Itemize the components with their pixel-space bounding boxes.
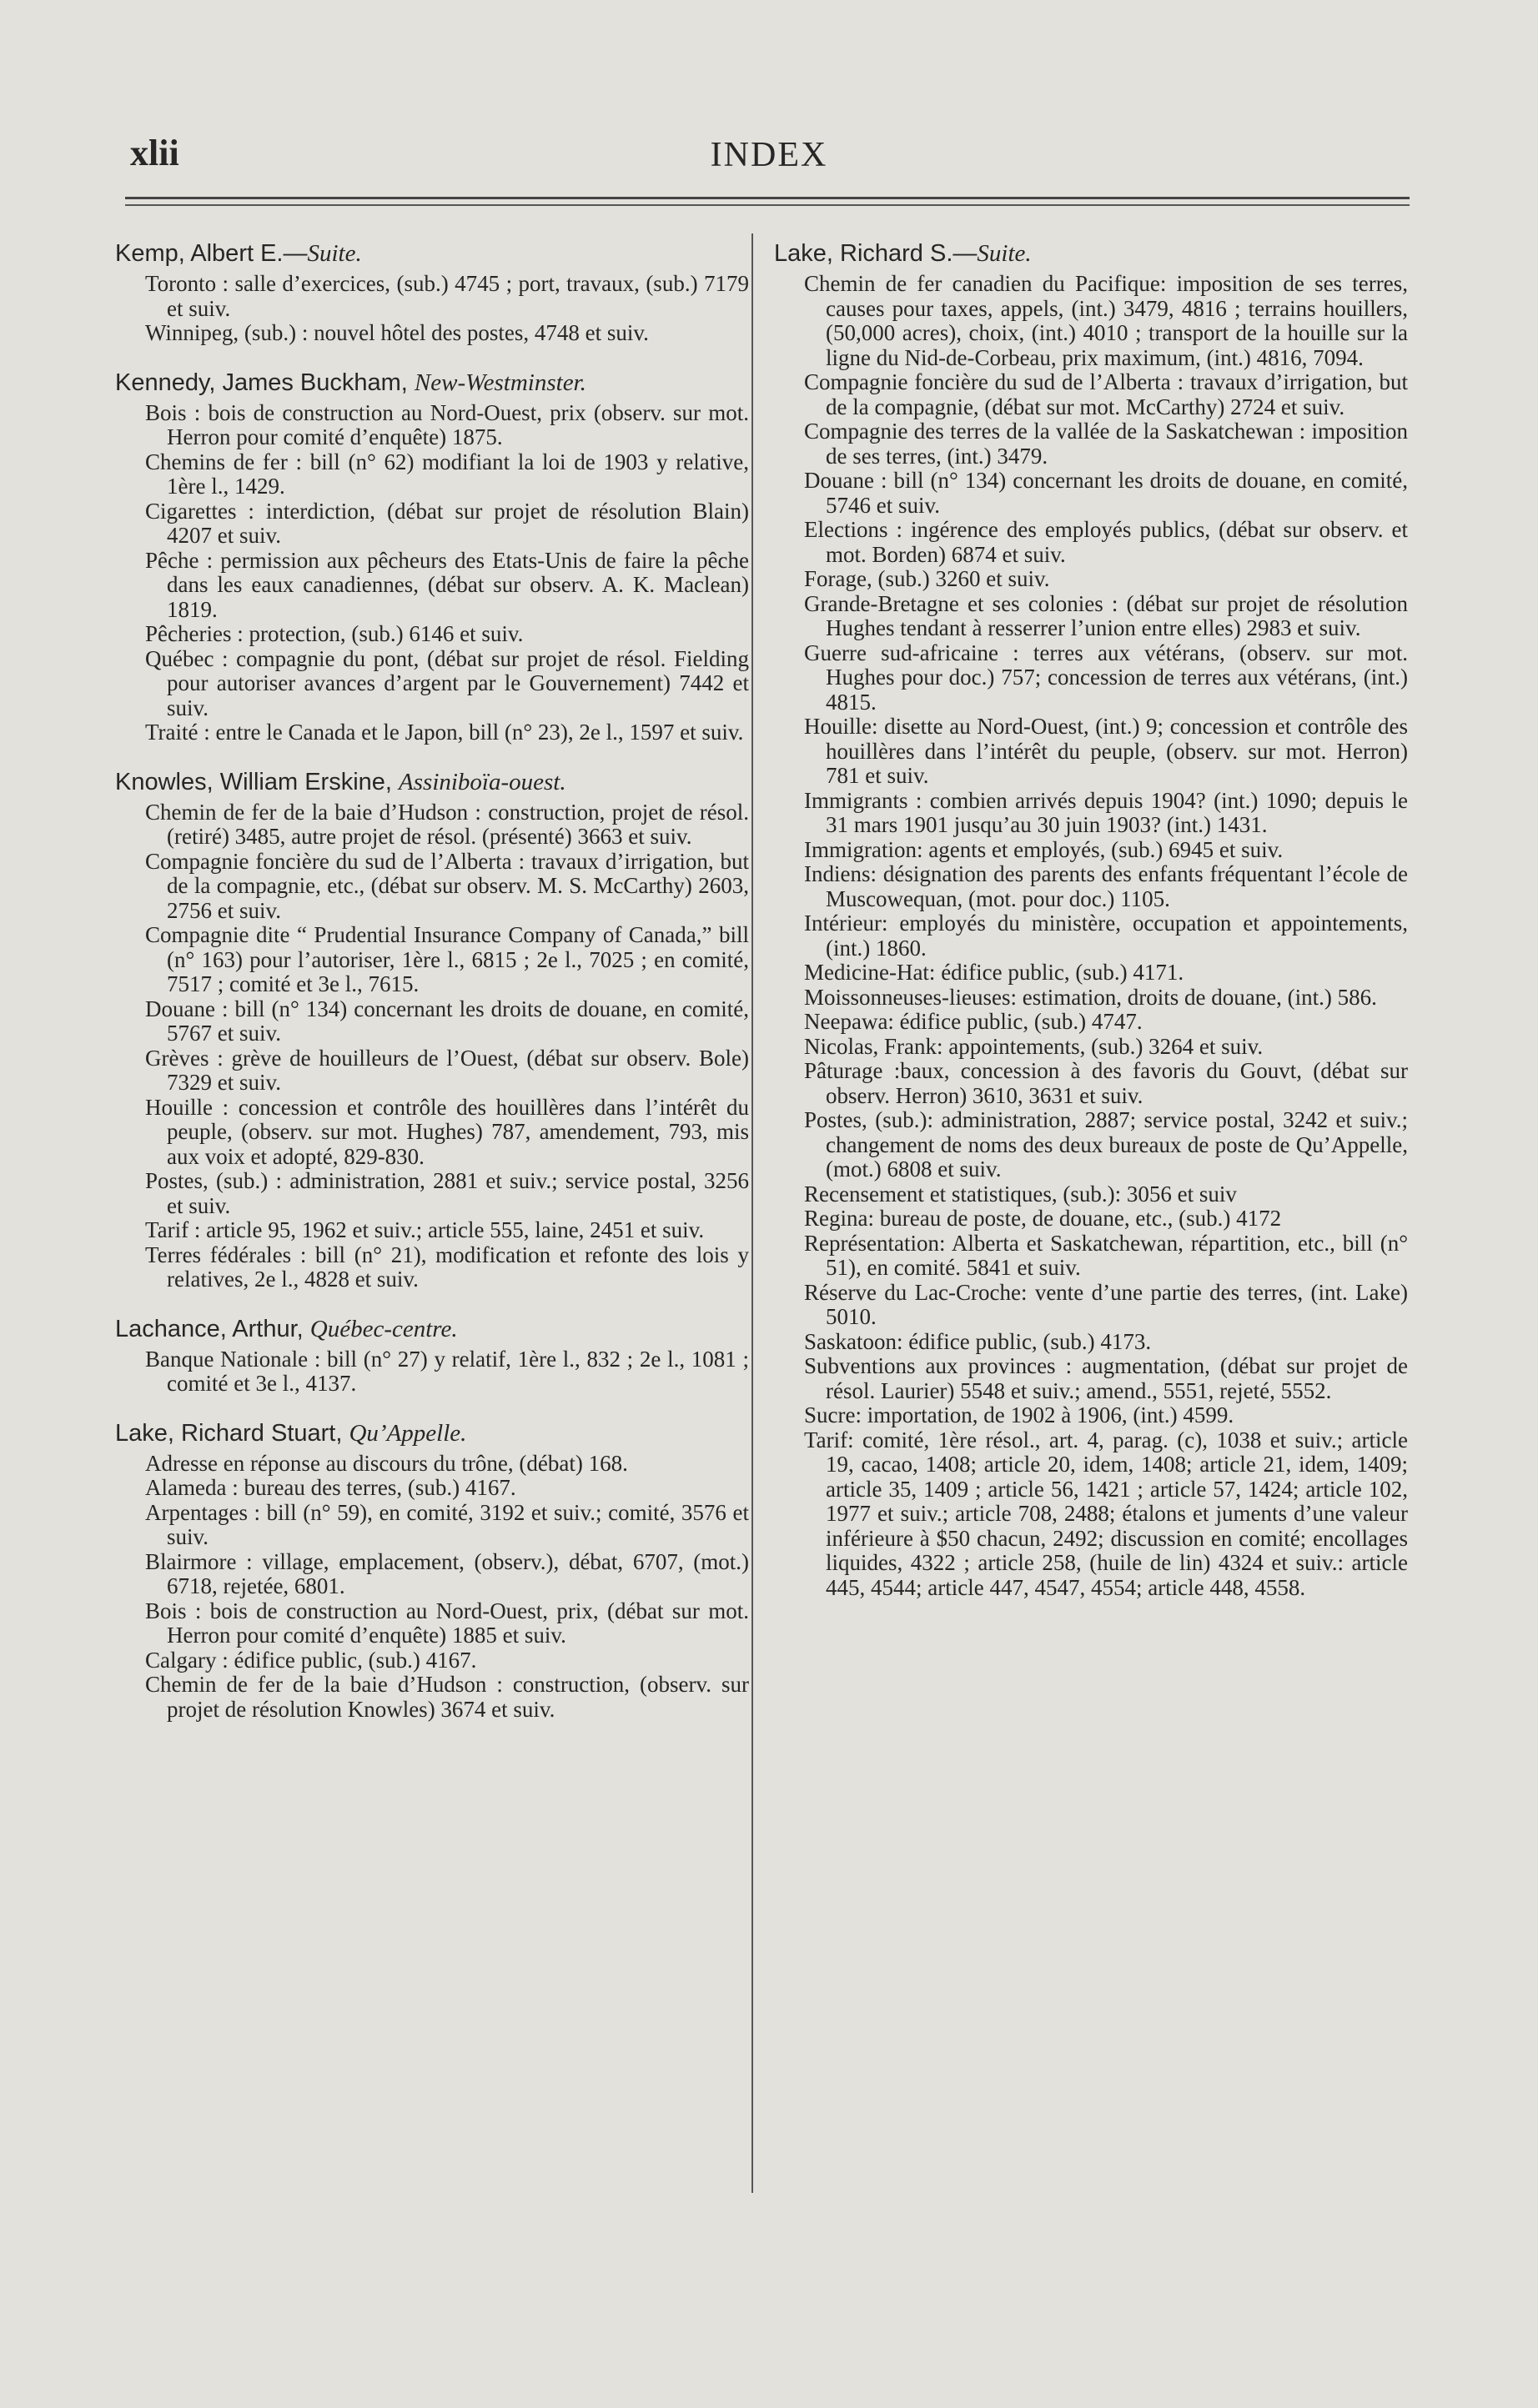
index-entry: Pâturage :baux, concession à des favoris du Gouvt, (débat sur observ. Herron) 3610, 3631 et suiv.: [804, 1058, 1408, 1108]
entry-list: [115, 401, 749, 745]
index-heading: [115, 1418, 749, 1448]
entry-list: [115, 1347, 749, 1397]
index-entry: Douane : bill (n° 134) concernant les droits de douane, en comité, 5767 et suiv.: [145, 996, 749, 1046]
index-entry: Sucre: importation, de 1902 à 1906, (int.) 4599.: [804, 1402, 1234, 1427]
constituency: Qu’Appelle.: [349, 1419, 467, 1447]
index-entry: Nicolas, Frank: appointements, (sub.) 3264 et suiv.: [804, 1033, 1264, 1059]
index-entry: Terres fédérales : bill (n° 21), modification et refonte des lois y relatives, 2e l., 4828 et suiv.: [145, 1242, 749, 1292]
member-name: Lake, Richard S.—: [774, 240, 978, 267]
index-entry: Adresse en réponse au discours du trône, (débat) 168.: [145, 1450, 628, 1476]
entry-list: [774, 272, 1408, 1600]
constituency: Suite.: [307, 240, 362, 267]
index-entry: Postes, (sub.) : administration, 2881 et suiv.; service postal, 3256 et suiv.: [145, 1168, 749, 1218]
member-name: Kemp, Albert E.—: [115, 240, 308, 267]
index-entry: Grande-Bretagne et ses colonies : (débat sur projet de résolution Hughes tendant à resserrer l’union entre elles) 2983 et suiv.: [804, 590, 1408, 640]
index-entry: Pêche : permission aux pêcheurs des Etats-Unis de faire la pêche dans les eaux canadiennes, (débat sur observ. A. K. Maclean) 1819.: [145, 547, 749, 622]
index-entry: Pêcheries : protection, (sub.) 6146 et suiv.: [145, 621, 524, 646]
index-entry: Tarif : article 95, 1962 et suiv.; article 555, laine, 2451 et suiv.: [145, 1217, 705, 1242]
index-entry: Bois : bois de construction au Nord-Ouest, prix, (débat sur mot. Herron pour comité d’enquête) 1885 et suiv.: [145, 1598, 749, 1648]
index-entry: Tarif: comité, 1ère résol., art. 4, parag. (c), 1038 et suiv.; article 19, cacao, 1408; article 20, idem, 1408; article 21, idem, 1409; article 35, 1409 ; article 56, 1421 ; article 57, 1424; article 102, 1977 et suiv.; article 708, 2488; étalons et juments d’une valeur inférieure à $50 chacun, 2492; discussion en comité; encollages liquides, 4322 ; article 258, (huile de lin) 4324 et suiv.: article 445, 4544; article 447, 4547, 4554; article 448, 4558.: [804, 1427, 1408, 1600]
index-entry: Neepawa: édifice public, (sub.) 4747.: [804, 1009, 1143, 1034]
index-entry: Winnipeg, (sub.) : nouvel hôtel des postes, 4748 et suiv.: [145, 320, 649, 345]
index-entry: Chemin de fer de la baie d’Hudson : construction, projet de résol. (retiré) 3485, autre projet de résol. (présenté) 3663 et suiv.: [145, 799, 749, 849]
entry-list: [115, 1452, 749, 1723]
index-entry: Elections : ingérence des employés publics, (débat sur observ. et mot. Borden) 6874 et suiv.: [804, 517, 1408, 567]
index-entry: Compagnie dite “ Prudential Insurance Company of Canada,” bill (n° 163) pour l’autoriser, 1ère l., 6815 ; 2e l., 7025 ; en comité, 7517 ; comité et 3e l., 7615.: [145, 922, 749, 996]
index-entry: Intérieur: employés du ministère, occupation et appointements, (int.) 1860.: [804, 911, 1408, 961]
constituency: Québec-centre.: [309, 1315, 458, 1342]
index-entry: Blairmore : village, emplacement, (observ.), débat, 6707, (mot.) 6718, rejetée, 6801.: [145, 1548, 749, 1598]
index-entry: Compagnie foncière du sud de l’Alberta : travaux d’irrigation, but de la compagnie, etc., (débat sur observ. M. S. McCarthy) 2603, 2756 et suiv.: [145, 848, 749, 923]
index-entry: Houille: disette au Nord-Ouest, (int.) 9; concession et contrôle des houillères dans l’intérêt du peuple, (observ. sur mot. Herron) 781 et suiv.: [804, 714, 1408, 788]
member-name: Kennedy, James Buckham,: [115, 369, 415, 396]
running-head: INDEX: [710, 136, 828, 174]
column-divider: [751, 233, 753, 2193]
index-heading: [115, 368, 749, 398]
index-entry: Moissonneuses-lieuses: estimation, droits de douane, (int.) 586.: [804, 984, 1377, 1010]
index-entry: Medicine-Hat: édifice public, (sub.) 4171.: [804, 960, 1184, 985]
index-entry: Grèves : grève de houilleurs de l’Ouest, (débat sur observ. Bole) 7329 et suiv.: [145, 1045, 749, 1095]
index-heading: [774, 238, 1408, 268]
index-entry: Immigration: agents et employés, (sub.) 6945 et suiv.: [804, 836, 1284, 862]
header-rule: [125, 197, 1410, 206]
index-entry: Arpentages : bill (n° 59), en comité, 3192 et suiv.; comité, 3576 et suiv.: [145, 1499, 749, 1549]
index-entry: Recensement et statistiques, (sub.): 3056 et suiv: [804, 1181, 1237, 1207]
constituency: Suite.: [977, 240, 1032, 267]
index-entry: Forage, (sub.) 3260 et suiv.: [804, 566, 1050, 591]
member-name: Knowles, William Erskine,: [115, 768, 400, 795]
index-entry: Bois : bois de construction au Nord-Ouest, prix (observ. sur mot. Herron pour comité d’enquête) 1875.: [145, 399, 749, 449]
index-entry: Cigarettes : interdiction, (débat sur projet de résolution Blain) 4207 et suiv.: [145, 498, 749, 548]
index-entry: Toronto : salle d’exercices, (sub.) 4745 ; port, travaux, (sub.) 7179 et suiv.: [145, 271, 749, 321]
constituency: Assiniboïa-ouest.: [399, 768, 566, 795]
index-entry: Québec : compagnie du pont, (débat sur projet de résol. Fielding pour autoriser avances d’argent par le Gouvernement) 7442 et suiv.: [145, 645, 749, 720]
left-column: [115, 238, 749, 1722]
entry-list: [115, 272, 749, 346]
index-entry: Indiens: désignation des parents des enfants fréquentant l’école de Muscowequan, (mot. pour doc.) 1105.: [804, 861, 1408, 911]
index-entry: Calgary : édifice public, (sub.) 4167.: [145, 1647, 477, 1673]
member-name: Lachance, Arthur,: [115, 1315, 310, 1342]
entry-list: [115, 800, 749, 1292]
index-entry: Houille : concession et contrôle des houillères dans l’intérêt du peuple, (observ. sur mot. Hughes) 787, amendement, 793, mis aux voix et adopté, 829-830.: [145, 1094, 749, 1169]
index-entry: Réserve du Lac-Croche: vente d’une partie des terres, (int. Lake) 5010.: [804, 1279, 1408, 1329]
index-entry: Chemin de fer de la baie d’Hudson : construction, (observ. sur projet de résolution Knowles) 3674 et suiv.: [145, 1672, 749, 1722]
index-entry: Compagnie foncière du sud de l’Alberta : travaux d’irrigation, but de la compagnie, (débat sur mot. McCarthy) 2724 et suiv.: [804, 369, 1408, 419]
member-name: Lake, Richard Stuart,: [115, 1419, 349, 1447]
index-entry: Postes, (sub.): administration, 2887; service postal, 3242 et suiv.; changement de noms des deux bureaux de poste de Qu’Appelle, (mot.) 6808 et suiv.: [804, 1107, 1408, 1181]
index-entry: Chemins de fer : bill (n° 62) modifiant la loi de 1903 y relative, 1ère l., 1429.: [145, 449, 749, 499]
index-entry: Regina: bureau de poste, de douane, etc., (sub.) 4172: [804, 1206, 1282, 1231]
index-entry: Alameda : bureau des terres, (sub.) 4167.: [145, 1475, 516, 1500]
index-heading: [115, 767, 749, 797]
index-entry: Subventions aux provinces : augmentation, (débat sur projet de résol. Laurier) 5548 et suiv.; amend., 5551, rejeté, 5552.: [804, 1353, 1408, 1403]
index-entry: Banque Nationale : bill (n° 27) y relatif, 1ère l., 832 ; 2e l., 1081 ; comité et 3e l., 4137.: [145, 1346, 749, 1396]
index-entry: Saskatoon: édifice public, (sub.) 4173.: [804, 1328, 1152, 1354]
index-entry: Traité : entre le Canada et le Japon, bill (n° 23), 2e l., 1597 et suiv.: [145, 720, 744, 745]
page-number: xlii: [130, 133, 179, 173]
index-entry: Immigrants : combien arrivés depuis 1904? (int.) 1090; depuis le 31 mars 1901 jusqu’au 30 juin 1903? (int.) 1431.: [804, 787, 1408, 837]
index-heading: [115, 238, 749, 268]
index-entry: Représentation: Alberta et Saskatchewan, répartition, etc., bill (n° 51), en comité. 5841 et suiv.: [804, 1230, 1408, 1280]
index-entry: Guerre sud-africaine : terres aux vétérans, (observ. sur mot. Hughes pour doc.) 757; concession de terres aux vétérans, (int.) 4815.: [804, 640, 1408, 715]
constituency: New-Westminster.: [414, 369, 586, 396]
index-entry: Chemin de fer canadien du Pacifique: imposition de ses terres, causes pour taxes, appels, (int.) 3479, 4816 ; terrains houillers, (50,000 acres), choix, (int.) 4010 ; transport de la houille sur la ligne du Nid-de-Corbeau, prix maximum, (int.) 4816, 7094.: [804, 271, 1408, 370]
right-column: [774, 238, 1408, 1600]
index-entry: Douane : bill (n° 134) concernant les droits de douane, en comité, 5746 et suiv.: [804, 468, 1408, 518]
index-heading: [115, 1314, 749, 1344]
index-entry: Compagnie des terres de la vallée de la Saskatchewan : imposition de ses terres, (int.) 3479.: [804, 419, 1408, 469]
